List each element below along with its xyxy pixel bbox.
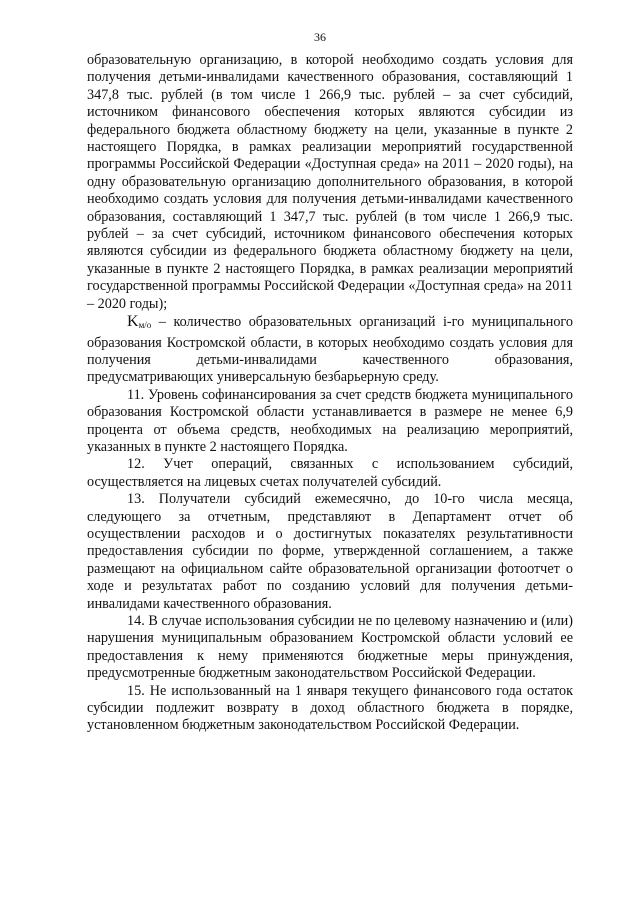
document-body [87,52,573,735]
page-number: 36 [314,30,326,44]
paragraph-14: 14. В случае использования субсидии не по целевому назначению и (или) нарушения муниципальным образованием Костромской области условий ее предоставления к нему применяются бюджетные меры принуждения, предусмотренные бюджетным законодательством Российской Федерации. [87,613,573,682]
paragraph-13: 13. Получатели субсидий ежемесячно, до 10-го числа месяца, следующего за отчетным, представляют в Департамент отчет об осуществлении расходов и о достигнутых показателях результативности предоставления субсидии по форме, утвержденной соглашением, а также размещают на официальном сайте образовательной организации фотоотчет о ходе и результатах работ по созданию условий для получения детьми-инвалидами качественного образования. [87,491,573,612]
definition-text: количество образовательных организаций i-го муниципального образования Костромской области, в которых необходимо создать условия для получения детьми-инвалидами качественного образования, предусматривающих универсальную безбарьерную среду. [87,314,573,386]
paragraph-continuation: образовательную организацию, в которой необходимо создать условия для получения детьми-инвалидами качественного образования, составляющий 1 347,8 тыс. рублей (в том числе 1 266,9 тыс. рублей – за счет субсидий, источником финансового обеспечения которых являются субсидии из федерального бюджета областному бюджету на цели, указанные в пункте 2 настоящего Порядка, в рамках реализации мероприятий государственной программы Российской Федерации «Доступная среда» на 2011 – 2020 годы), на одну образовательную организацию дополнительного образования, в которой необходимо создать условия для получения детьми-инвалидами качественного образования, составляющий 1 347,7 тыс. рублей (в том числе 1 266,9 тыс. рублей – за счет субсидий, источником финансового обеспечения которых являются субсидии из федерального бюджета областному бюджету на цели, указанные в пункте 2 настоящего Порядка, в рамках реализации мероприятий государственной программы Российской Федерации «Доступная среда» на 2011 – 2020 годы); [87,52,573,312]
variable-symbol: K [127,313,139,331]
variable-subscript: м/о [138,320,152,331]
paragraph-15: 15. Не использованный на 1 января текущего финансового года остаток субсидии подлежит возврату в доход областного бюджета в порядке, установленном бюджетным законодательством Российской Федерации. [87,682,573,734]
formula-variable [127,313,151,330]
paragraph-12: 12. Учет операций, связанных с использованием субсидий, осуществляется на лицевых счетах получателей субсидий. [87,456,573,490]
definition-dash: – [151,314,174,331]
definition-km-o [87,313,573,387]
paragraph-11: 11. Уровень софинансирования за счет средств бюджета муниципального образования Костромской области устанавливается в размере не менее 6,9 процента от объема средств, необходимых на реализацию мероприятий, указанных в пункте 2 настоящего Порядка. [87,386,573,455]
